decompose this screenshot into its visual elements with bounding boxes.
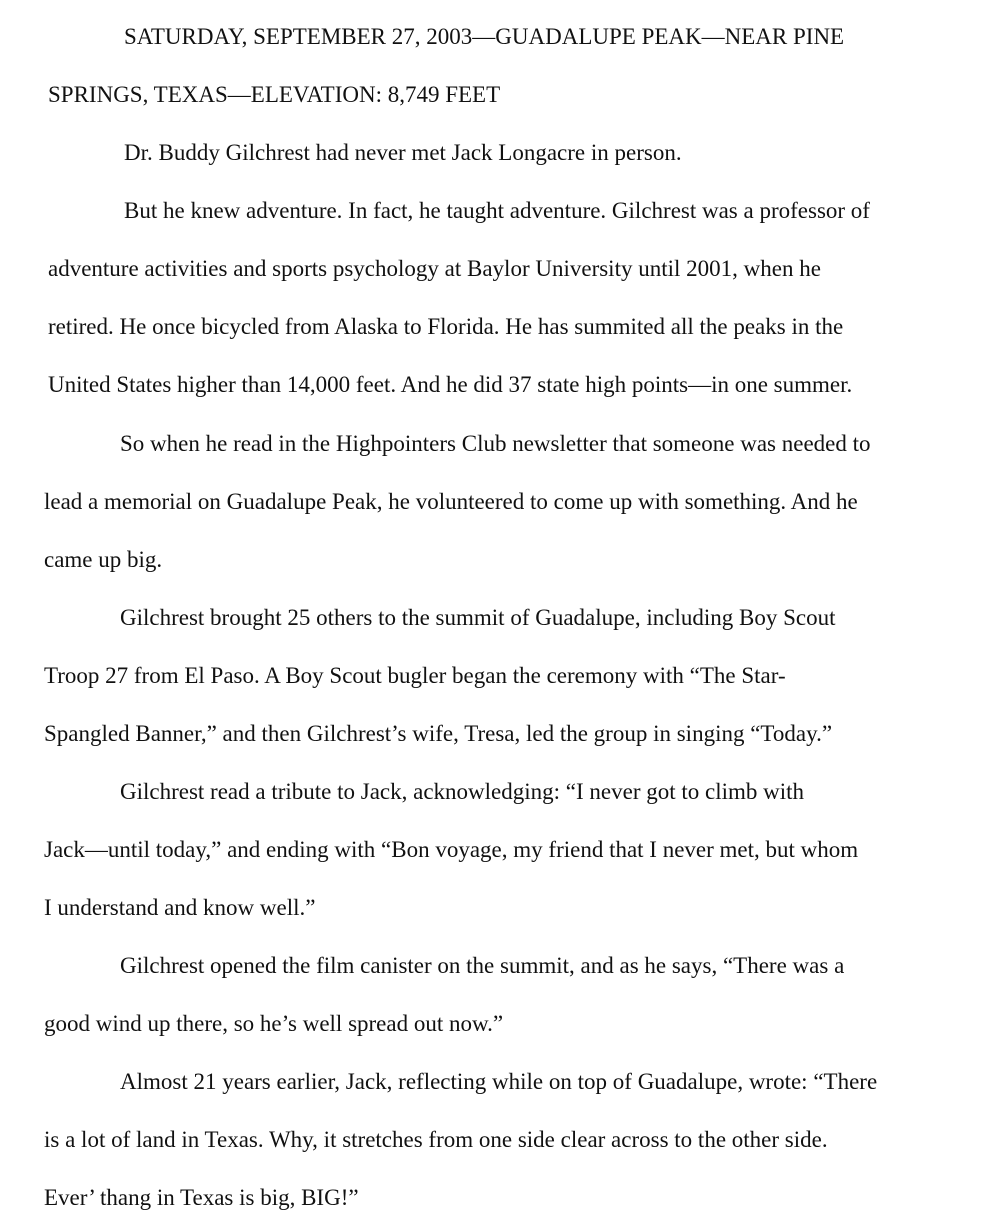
- paragraph-6-line-2: good wind up there, so he’s well spread out now.”: [44, 1011, 504, 1036]
- paragraph-7-line-3: Ever’ thang in Texas is big, BIG!”: [44, 1185, 359, 1210]
- paragraph-2-line-1: But he knew adventure. In fact, he taught adventure. Gilchrest was a professor of: [124, 198, 870, 223]
- paragraph-1-line-1: Dr. Buddy Gilchrest had never met Jack Longacre in person.: [124, 140, 682, 165]
- heading-line-1: SATURDAY, SEPTEMBER 27, 2003—GUADALUPE PEAK—NEAR PINE: [124, 24, 845, 49]
- paragraph-5-line-2: Jack—until today,” and ending with “Bon voyage, my friend that I never met, but whom: [44, 837, 859, 862]
- paragraph-5-line-3: I understand and know well.”: [44, 895, 316, 920]
- paragraph-3-line-2: lead a memorial on Guadalupe Peak, he volunteered to come up with something. And he: [44, 489, 858, 514]
- paragraph-4-line-1: Gilchrest brought 25 others to the summit of Guadalupe, including Boy Scout: [120, 605, 836, 630]
- paragraph-2-line-3: retired. He once bicycled from Alaska to Florida. He has summited all the peaks in the: [48, 314, 844, 339]
- paragraph-6-line-1: Gilchrest opened the film canister on the summit, and as he says, “There was a: [120, 953, 845, 978]
- paragraph-5-line-1: Gilchrest read a tribute to Jack, acknowledging: “I never got to climb with: [120, 779, 805, 804]
- paragraph-3-line-1: So when he read in the Highpointers Club newsletter that someone was needed to: [120, 431, 871, 456]
- paragraph-7-line-1: Almost 21 years earlier, Jack, reflecting while on top of Guadalupe, wrote: “There: [120, 1069, 878, 1094]
- heading-line-2: SPRINGS, TEXAS—ELEVATION: 8,749 FEET: [48, 82, 501, 107]
- paragraph-4-line-3: Spangled Banner,” and then Gilchrest’s wife, Tresa, led the group in singing “Today.”: [44, 721, 833, 746]
- paragraph-2-line-4: United States higher than 14,000 feet. And he did 37 state high points—in one summer.: [48, 372, 853, 397]
- paragraph-7-line-2: is a lot of land in Texas. Why, it stretches from one side clear across to the other side.: [44, 1127, 828, 1152]
- paragraph-2-line-2: adventure activities and sports psychology at Baylor University until 2001, when he: [48, 256, 821, 281]
- paragraph-3-line-3: came up big.: [44, 547, 163, 572]
- paragraph-4-line-2: Troop 27 from El Paso. A Boy Scout bugler began the ceremony with “The Star-: [44, 663, 786, 688]
